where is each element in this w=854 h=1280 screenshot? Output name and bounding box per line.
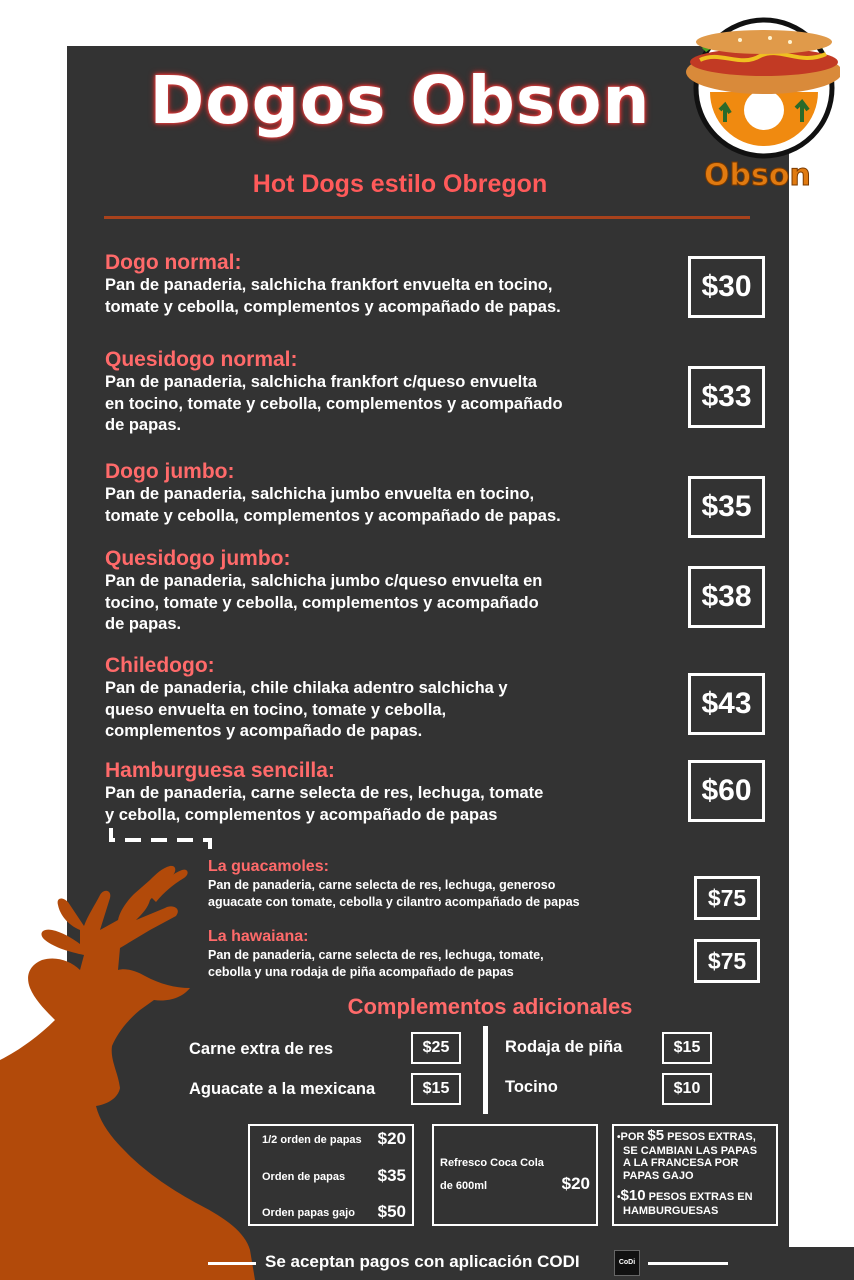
complement-price: $15 [411,1073,461,1105]
menu-item-description: Pan de panaderia, salchicha jumbo envuelta en tocino, tomate y cebolla, complementos y acompañado de papas. [105,485,561,525]
burger-variant-name: La guacamoles: [208,858,329,875]
menu-item [105,251,665,318]
fries-price: $50 [377,1202,406,1221]
complement-price: $10 [662,1073,712,1105]
dashed-connector [108,826,218,856]
menu-item-name: Chiledogo: [105,654,215,677]
note-text: HAMBURGUESAS [623,1204,719,1217]
menu-item-price: $30 [688,256,765,318]
bullet: • [617,1192,621,1203]
fries-label: Orden de papas [262,1171,346,1183]
complements-title: Complementos adicionales [347,994,633,1019]
menu-item-price: $35 [688,476,765,538]
bullet: • [617,1132,621,1143]
menu-item-price: $33 [688,366,765,428]
menu-item-name: Quesidogo jumbo: [105,547,291,570]
deer-dancer-silhouette [0,860,260,1280]
drink-size: de 600ml [440,1180,488,1192]
note-text: PESOS EXTRAS, [664,1131,756,1143]
drink-box [432,1124,598,1226]
menu-item-description: Pan de panaderia, chile chilaka adentro salchicha y queso envuelta en tocino, tomate y cebolla, complementos y acompañado de papas. [105,679,508,740]
restaurant-title: Dogos Obson [149,62,651,139]
drink-name: Refresco Coca Cola [440,1157,544,1169]
complement-label: Carne extra de res [189,1040,333,1058]
note-text: PESOS EXTRAS EN [645,1191,753,1203]
menu-item-description: Pan de panaderia, salchicha frankfort envuelta en tocino, tomate y cebolla, complementos y acompañado de papas. [105,276,561,316]
burger-variant-name: La hawaiana: [208,928,309,945]
complement-price: $15 [662,1032,712,1064]
complement-label: Aguacate a la mexicana [189,1080,376,1098]
menu-item-name: Quesidogo normal: [105,348,298,371]
menu-item-price: $43 [688,673,765,735]
complement-label: Rodaja de piña [505,1038,623,1056]
restaurant-subtitle: Hot Dogs estilo Obregon [252,170,548,198]
footer-line-right [648,1262,728,1265]
note-prefix: POR [620,1131,648,1143]
menu-item-description: Pan de panaderia, salchicha frankfort c/queso envuelta en tocino, tomate y cebolla, complementos y acompañado de papas. [105,373,563,434]
note-burger-upgrade [617,1187,777,1217]
menu-item-name: Dogo jumbo: [105,460,235,483]
burger-variant-price: $75 [694,939,760,983]
menu-item [105,348,665,437]
note-price: $10 [620,1187,646,1204]
menu-item-description: Pan de panaderia, salchicha jumbo c/queso envuelta en tocino, tomate y cebolla, complementos y acompañado de papas. [105,572,543,633]
footer-line-left [208,1262,256,1265]
note-text: SE CAMBIAN LAS PAPAS A LA FRANCESA POR PAPAS GAJO [623,1144,758,1182]
menu-item [105,759,665,826]
menu-item-name: Hamburguesa sencilla: [105,759,335,782]
fries-label: 1/2 orden de papas [262,1134,362,1146]
menu-item [105,460,665,527]
hotdog-logo [680,10,840,160]
header-divider [104,216,750,219]
note-price: $5 [647,1127,665,1144]
complement-price: $25 [411,1032,461,1064]
menu-item-price: $38 [688,566,765,628]
drink-price: $20 [561,1174,590,1193]
menu-item-price: $60 [688,760,765,822]
footer-payment-text: Se aceptan pagos con aplicación CODI [265,1252,580,1271]
notes-box [612,1124,778,1226]
complement-label: Tocino [505,1078,558,1096]
burger-variant-price: $75 [694,876,760,920]
logo-text: Obson [704,158,811,193]
menu-item [105,547,665,636]
menu-item-name: Dogo normal: [105,251,242,274]
fries-price: $20 [377,1129,406,1148]
burger-variant [208,857,678,911]
burger-variant-description: Pan de panaderia, carne selecta de res, lechuga, tomate, cebolla y una rodaja de piña acompañado de papas [208,948,544,979]
menu-item [105,654,665,743]
note-fries-upgrade [617,1127,777,1182]
menu-item-description: Pan de panaderia, carne selecta de res, lechuga, tomate y cebolla, complementos y acompañado de papas [105,784,544,824]
fries-label: Orden papas gajo [262,1207,355,1219]
burger-variant [208,927,678,981]
complements-divider [483,1026,488,1114]
fries-price: $35 [377,1166,406,1185]
fries-box [248,1124,414,1226]
codi-badge-icon: CoDi [614,1250,640,1276]
burger-variant-description: Pan de panaderia, carne selecta de res, lechuga, generoso aguacate con tomate, cebolla y cilantro acompañado de papas [208,878,580,909]
